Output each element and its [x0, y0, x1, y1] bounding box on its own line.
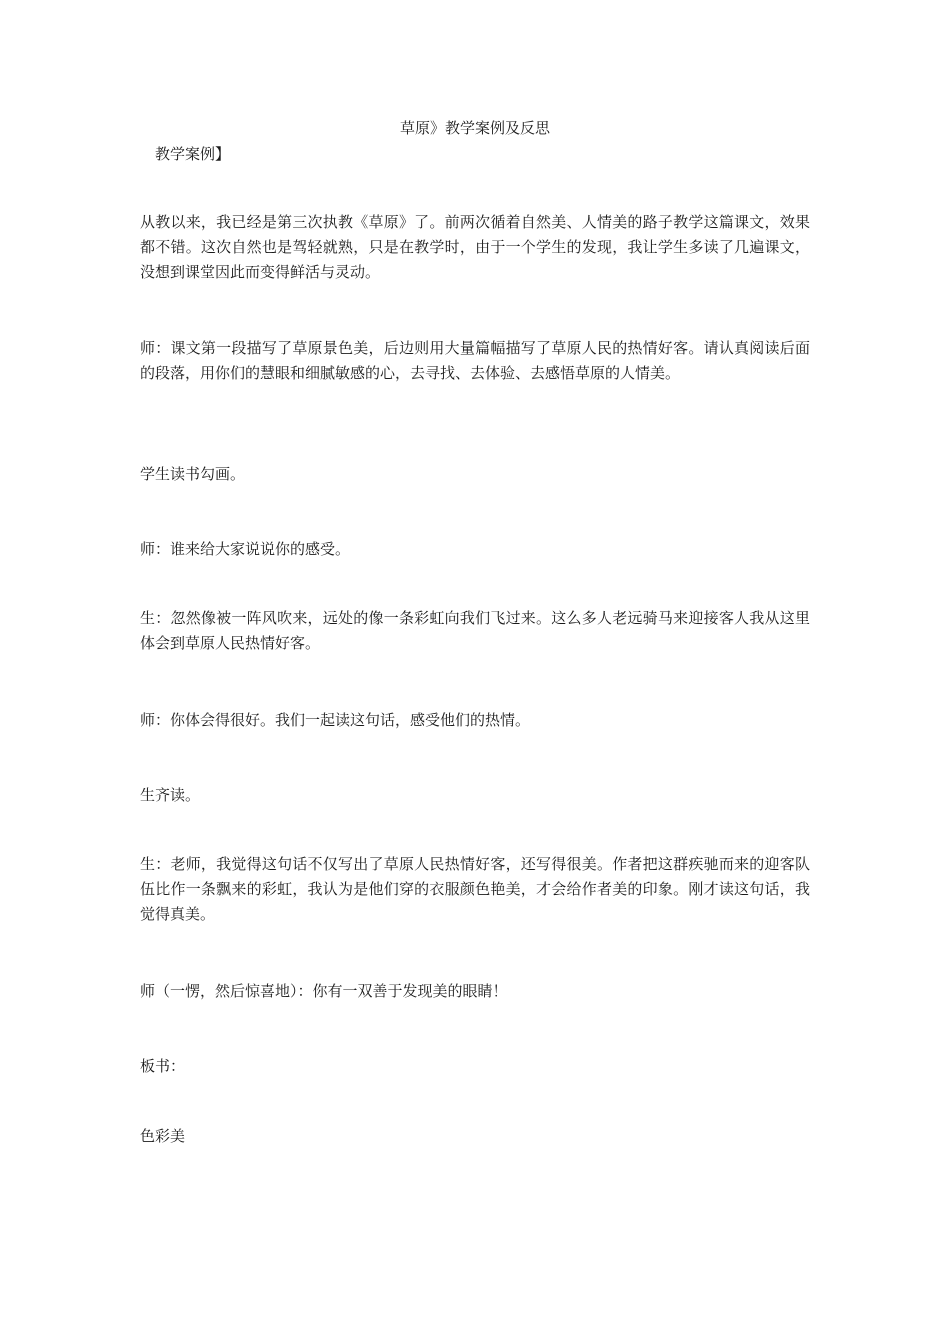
- section-heading: 教学案例】: [155, 145, 231, 163]
- paragraph-8: 生：老师，我觉得这句话不仅写出了草原人民热情好客，还写得很美。作者把这群疾驰而来的迎客队伍比作一条飘来的彩虹，我认为是他们穿的衣服颜色艳美，才会给作者美的印象。刚才读这句话，我觉得真美。: [140, 855, 810, 923]
- paragraph-6: 师：你体会得很好。我们一起读这句话，感受他们的热情。: [140, 711, 531, 729]
- paragraph-5: 生：忽然像被一阵风吹来，远处的像一条彩虹向我们飞过来。这么多人老远骑马来迎接客人我从这里体会到草原人民热情好客。: [140, 609, 810, 652]
- paragraph-10: 板书：: [140, 1057, 186, 1075]
- paragraph-2: 师：课文第一段描写了草原景色美，后边则用大量篇幅描写了草原人民的热情好客。请认真阅读后面的段落，用你们的慧眼和细腻敏感的心，去寻找、去体验、去感悟草原的人情美。: [140, 339, 810, 382]
- paragraph-1: 从教以来，我已经是第三次执教《草原》了。前两次循着自然美、人情美的路子教学这篇课文，效果都不错。这次自然也是驾轻就熟，只是在教学时，由于一个学生的发现，我让学生多读了几遍课文，没想到课堂因此而变得鲜活与灵动。: [140, 213, 810, 281]
- paragraph-4: 师：谁来给大家说说你的感受。: [140, 540, 351, 558]
- paragraph-9: 师（一愣，然后惊喜地）：你有一双善于发现美的眼睛！: [140, 982, 508, 1000]
- document-title: 草原》教学案例及反思: [399, 119, 550, 137]
- paragraph-3: 学生读书勾画。: [140, 465, 246, 483]
- paragraph-7: 生齐读。: [140, 786, 201, 804]
- paragraph-11: 色彩美: [140, 1127, 186, 1145]
